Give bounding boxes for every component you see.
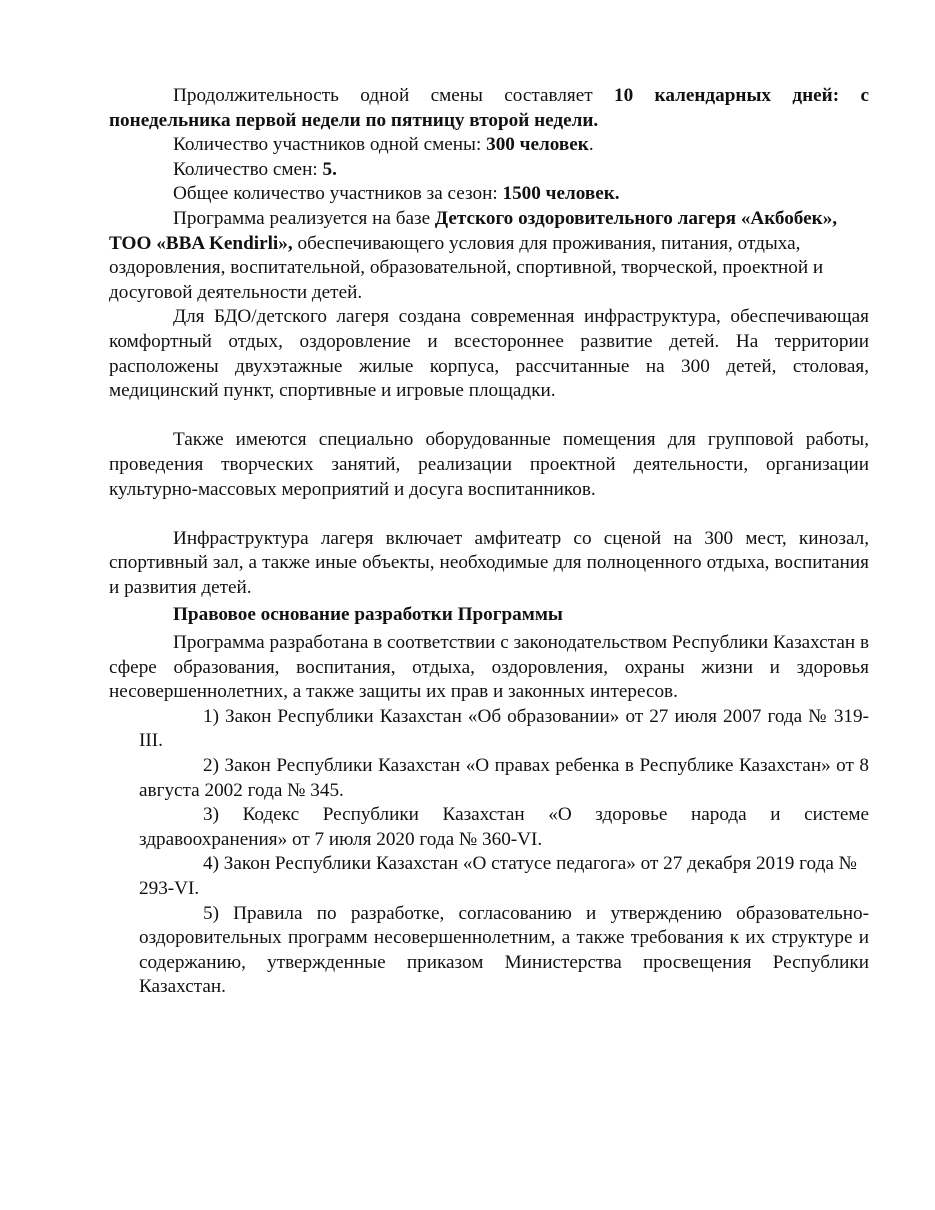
camp-base-bold: Детского оздоровительного лагеря «Акбобек», ТОО «BBA Kendirli», [109, 207, 838, 254]
participants-per-shift-paragraph [109, 133, 869, 158]
spacer [109, 502, 869, 527]
shift-count-bold: 5. [322, 158, 337, 180]
shift-duration-text: Продолжительность одной смены составляет [173, 85, 614, 106]
camp-base-paragraph [109, 207, 869, 305]
season-total-text: Общее количество участников за сезон: [173, 183, 503, 205]
law-item: 2) Закон Республики Казахстан «О правах ребенка в Республике Казахстан» от 8 августа 2002 года № 345. [139, 755, 869, 801]
amphitheater-paragraph: Инфраструктура лагеря включает амфитеатр со сценой на 300 мест, кинозал, спортивный зал, а также иные объекты, необходимые для полноценного отдыха, воспитания и развития детей. [109, 527, 869, 598]
law-item: 1) Закон Республики Казахстан «Об образовании» от 27 июля 2007 года № 319-III. [139, 705, 869, 752]
shift-count-text: Количество смен: [173, 158, 323, 180]
rooms-paragraph: Также имеются специально оборудованные помещения для групповой работы, проведения творческих занятий, реализации проектной деятельности, организации культурно-массовых мероприятий и досуга воспитанников. [109, 429, 869, 500]
participants-per-shift-text: Количество участников одной смены: [173, 134, 487, 156]
document-page [109, 84, 869, 1000]
shift-duration-bold: 10 календарных дней: с понедельника первой недели по пятницу второй недели. [109, 85, 869, 131]
law-item: 3) Кодекс Республики Казахстан «О здоровье народа и системе здравоохранения» от 7 июля 2020 года № 360-VI. [139, 804, 869, 850]
season-total-bold: 1500 человек. [502, 183, 620, 205]
law-item: 4) Закон Республики Казахстан «О статусе педагога» от 27 декабря 2019 года № 293-VI. [139, 853, 857, 899]
participants-per-shift-bold: 300 человек [486, 134, 589, 156]
spacer [109, 404, 869, 429]
law-item: 5) Правила по разработке, согласованию и утверждению образовательно-оздоровительных программ несовершеннолетним, а также требования к их структуре и содержанию, утвержденные приказом Министерства просвещения Республики Казахстан. [139, 902, 869, 998]
legal-basis-heading: Правовое основание разработки Программы [173, 604, 563, 626]
camp-base-text: Программа реализуется на базе [173, 207, 435, 229]
season-total-paragraph [109, 182, 869, 207]
camp-base-tail: обеспечивающего условия для проживания, питания, отдыха, оздоровления, воспитательной, образовательной, спортивной, творческой, проектной и досуговой деятельности детей. [109, 232, 824, 303]
participants-per-shift-tail: . [588, 134, 594, 156]
infrastructure-paragraph: Для БДО/детского лагеря создана современная инфраструктура, обеспечивающая комфортный отдых, оздоровление и всестороннее развитие детей. На территории расположены двухэтажные жилые корпуса, рассчитанные на 300 детей, столовая, медицинский пункт, спортивные и игровые площадки. [109, 306, 869, 402]
legal-intro-paragraph: Программа разработана в соответствии с законодательством Республики Казахстан в сфере образования, воспитания, отдыха, оздоровления, охраны жизни и здоровья несовершеннолетних, а также защиты их прав и законных интересов. [109, 632, 869, 703]
shift-duration-paragraph [109, 84, 869, 133]
shift-count-paragraph [109, 158, 869, 183]
